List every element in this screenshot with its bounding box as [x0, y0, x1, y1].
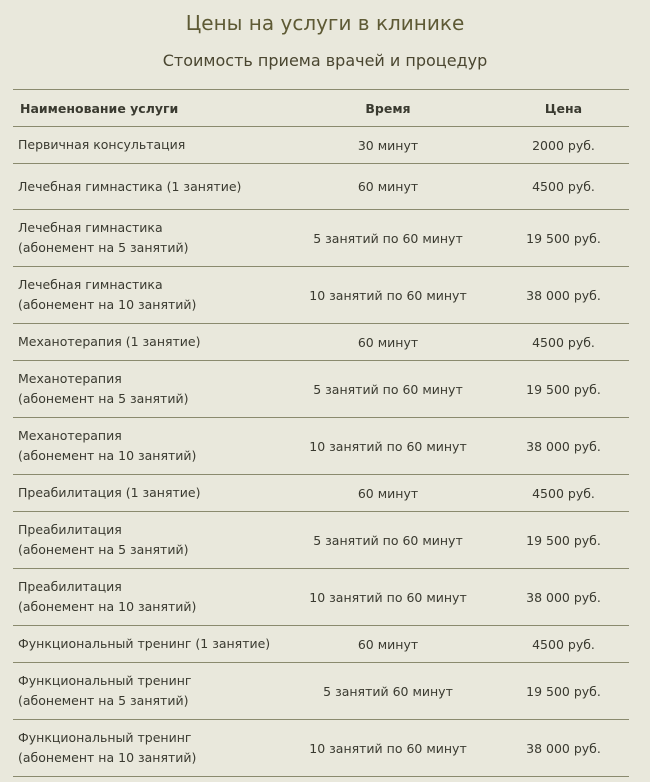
service-name-cell: [13, 164, 278, 210]
service-name-detail: (абонемент на 5 занятий): [18, 391, 189, 406]
service-time: 5 занятий по 60 минут: [278, 210, 498, 267]
service-name: Преабилитация: [18, 579, 122, 594]
service-name: Функциональный тренинг (1 занятие): [18, 636, 271, 651]
service-price: 38 000 руб.: [498, 267, 629, 324]
service-price: 4500 руб.: [498, 626, 629, 663]
service-name-detail: (абонемент на 10 занятий): [18, 599, 197, 614]
service-name-cell: [13, 127, 278, 164]
service-time: 60 минут: [278, 324, 498, 361]
table-row: [13, 475, 629, 512]
service-name: Механотерапия: [18, 428, 122, 443]
service-name-detail: (абонемент на 10 занятий): [18, 750, 197, 765]
header-time: Время: [278, 90, 498, 127]
table-row: [13, 127, 629, 164]
service-price: 38 000 руб.: [498, 569, 629, 626]
table-row: [13, 267, 629, 324]
service-time: 10 занятий по 60 минут: [278, 720, 498, 777]
service-price: 19 500 руб.: [498, 361, 629, 418]
service-name: Лечебная гимнастика (1 занятие): [18, 178, 242, 194]
price-table: [13, 89, 629, 777]
service-name-cell: [13, 626, 278, 663]
table-row: [13, 418, 629, 475]
service-time: 10 занятий по 60 минут: [278, 418, 498, 475]
service-name-cell: [13, 361, 278, 418]
service-name: Первичная консультация: [18, 137, 186, 152]
service-name-cell: [13, 324, 278, 361]
service-price: 4500 руб.: [498, 324, 629, 361]
service-name: Преабилитация: [18, 522, 122, 537]
service-price: 4500 руб.: [498, 475, 629, 512]
table-row: [13, 720, 629, 777]
table-row: [13, 361, 629, 418]
header-price: Цена: [498, 90, 629, 127]
service-price: 2000 руб.: [498, 127, 629, 164]
service-name: Преабилитация (1 занятие): [18, 485, 201, 500]
service-price: 19 500 руб.: [498, 512, 629, 569]
table-row: [13, 663, 629, 720]
service-name-detail: (абонемент на 10 занятий): [18, 297, 197, 312]
service-name: Функциональный тренинг: [18, 673, 192, 688]
table-header-row: [13, 90, 629, 127]
service-price: 38 000 руб.: [498, 720, 629, 777]
service-time: 10 занятий по 60 минут: [278, 569, 498, 626]
service-time: 5 занятий по 60 минут: [278, 361, 498, 418]
service-name-cell: [13, 569, 278, 626]
service-name: Функциональный тренинг: [18, 730, 192, 745]
service-time: 5 занятий по 60 минут: [278, 512, 498, 569]
service-time: 30 минут: [278, 127, 498, 164]
page-title: Цены на услуги в клинике: [185, 11, 465, 35]
service-time: 60 минут: [278, 626, 498, 663]
header-name: Наименование услуги: [13, 90, 278, 127]
service-name-detail: (абонемент на 5 занятий): [18, 542, 189, 557]
service-time: 60 минут: [278, 164, 498, 210]
page-subtitle: Стоимость приема врачей и процедур: [162, 51, 488, 70]
service-name-detail: (абонемент на 5 занятий): [18, 240, 189, 255]
service-name: Механотерапия: [18, 371, 122, 386]
service-name: Лечебная гимнастика: [18, 220, 163, 235]
service-price: 19 500 руб.: [498, 210, 629, 267]
service-name-cell: [13, 663, 278, 720]
service-name: Механотерапия (1 занятие): [18, 334, 201, 349]
table-row: [13, 210, 629, 267]
service-name-detail: (абонемент на 5 занятий): [18, 693, 189, 708]
table-row: [13, 324, 629, 361]
service-name-cell: [13, 267, 278, 324]
service-price: 19 500 руб.: [498, 663, 629, 720]
service-name-cell: [13, 475, 278, 512]
service-name-cell: [13, 720, 278, 777]
service-name: Лечебная гимнастика: [18, 277, 163, 292]
table-row: [13, 626, 629, 663]
table-row: [13, 164, 629, 210]
service-name-cell: [13, 512, 278, 569]
service-price: 4500 руб.: [498, 164, 629, 210]
service-price: 38 000 руб.: [498, 418, 629, 475]
service-time: 5 занятий 60 минут: [278, 663, 498, 720]
service-name-detail: (абонемент на 10 занятий): [18, 448, 197, 463]
table-row: [13, 512, 629, 569]
service-time: 60 минут: [278, 475, 498, 512]
service-name-cell: [13, 210, 278, 267]
table-row: [13, 569, 629, 626]
service-name-cell: [13, 418, 278, 475]
service-time: 10 занятий по 60 минут: [278, 267, 498, 324]
